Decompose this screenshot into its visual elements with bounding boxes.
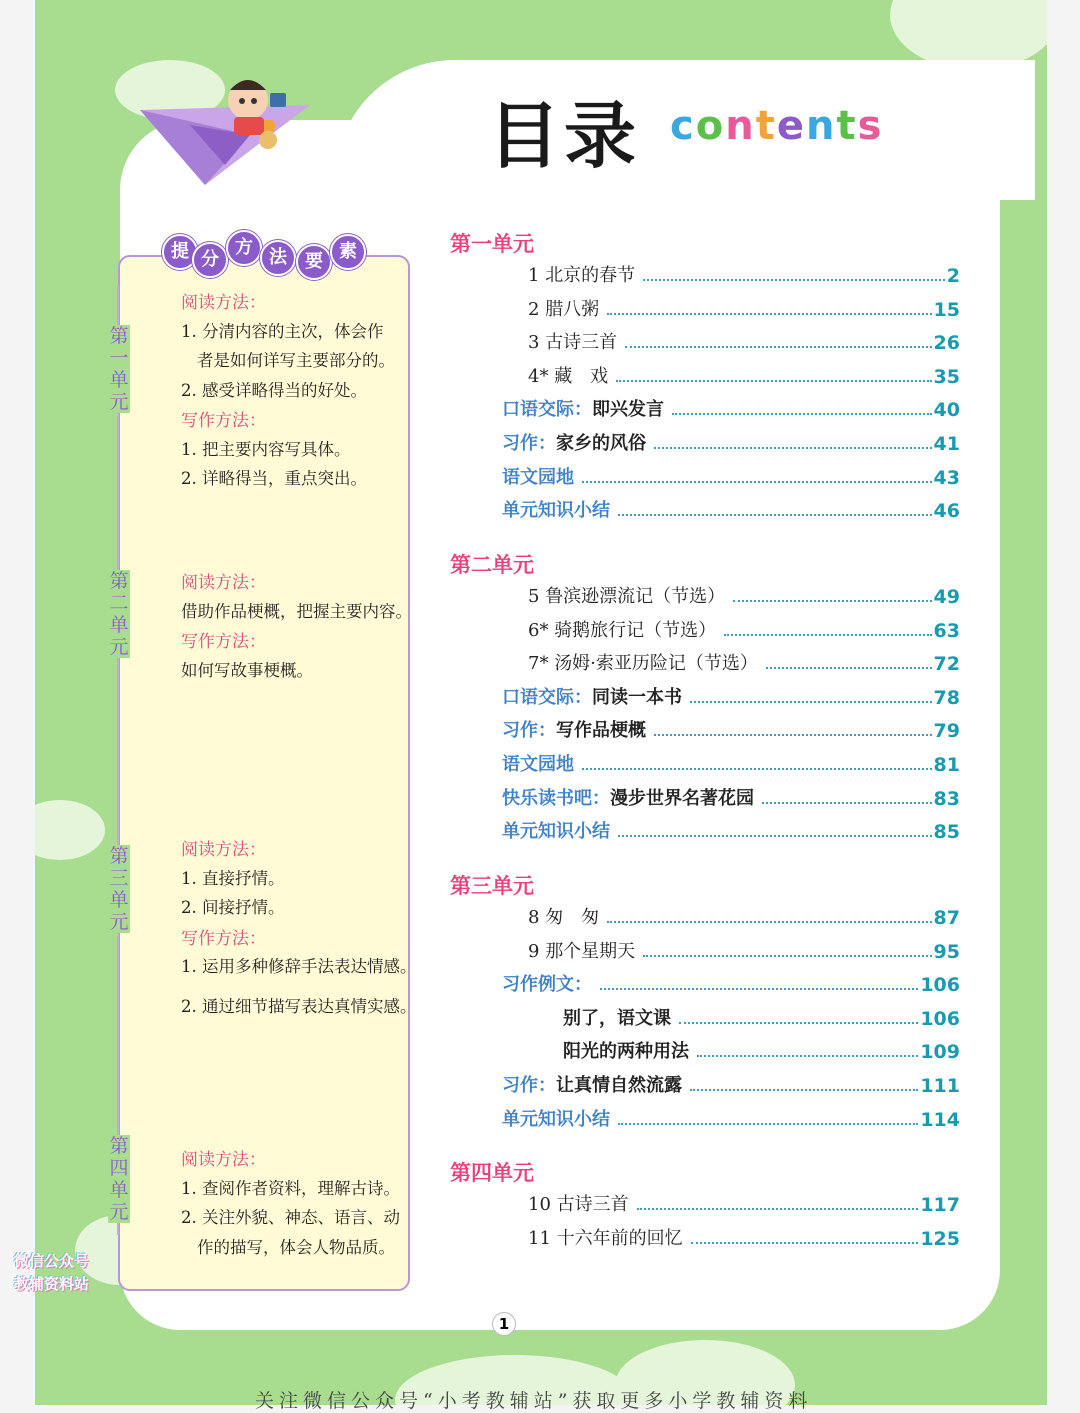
toc-entry-label xyxy=(502,970,592,996)
toc-entry-label xyxy=(528,328,617,354)
toc-entry-label xyxy=(502,463,574,489)
toc-entry-label xyxy=(528,362,608,388)
watermark-line: 教辅资料站 xyxy=(14,1275,90,1293)
toc-entry[interactable] xyxy=(502,465,960,489)
section-name: 单元知识小结 xyxy=(502,821,610,843)
lesson-number: 5 xyxy=(528,586,546,607)
toc-entry[interactable] xyxy=(528,263,960,287)
unit-timeline xyxy=(117,285,119,1235)
toc-entry[interactable] xyxy=(502,1107,960,1131)
toc-unit-title: 第四单元 xyxy=(450,1161,534,1185)
badge-char: 要 xyxy=(296,244,332,280)
toc-entry-label xyxy=(528,1224,683,1250)
toc-entry[interactable] xyxy=(563,1039,960,1063)
toc-page-number: 79 xyxy=(933,720,960,743)
toc-page-number: 46 xyxy=(933,500,960,523)
method-line: 借助作品梗概，把握主要内容。 xyxy=(181,601,412,621)
toc-entry-label xyxy=(502,1105,610,1131)
leader-dots xyxy=(582,768,932,770)
badge-char: 法 xyxy=(260,240,296,276)
leader-dots xyxy=(654,734,932,736)
toc-entry[interactable] xyxy=(528,1192,960,1216)
leader-dots xyxy=(724,634,931,636)
toc-entry[interactable] xyxy=(528,939,960,963)
leader-dots xyxy=(625,346,931,348)
section-name: 快乐读书吧： xyxy=(502,787,610,809)
method-line: 2. 间接抒情。 xyxy=(181,898,285,917)
badge-char: 方 xyxy=(226,230,262,266)
watermark-line: 微信公众号 xyxy=(14,1252,90,1270)
toc-entry[interactable] xyxy=(502,685,960,709)
section-name: 习作： xyxy=(502,433,556,454)
toc-entry-label xyxy=(528,937,635,963)
toc-page-number: 49 xyxy=(933,586,960,608)
leader-dots xyxy=(690,701,932,703)
toc-page-number: 78 xyxy=(933,686,960,709)
toc-entry-label xyxy=(502,750,574,776)
section-title: 同读一本书 xyxy=(592,686,682,708)
toc-entry-label xyxy=(528,582,725,608)
toc-page-number: 15 xyxy=(933,298,960,321)
lesson-title: 古诗三首 xyxy=(545,332,618,354)
leader-dots xyxy=(654,447,932,449)
toc-page-number: 40 xyxy=(933,399,960,422)
section-name: 口语交际： xyxy=(502,686,592,708)
footer-note: 关注微信公众号“小考教辅站”获取更多小学教辅资料 xyxy=(255,1390,813,1412)
leader-dots xyxy=(762,802,932,804)
leader-dots xyxy=(616,380,931,382)
leader-dots xyxy=(672,413,932,415)
lesson-title: 腊八粥 xyxy=(545,298,600,320)
toc-entry[interactable] xyxy=(502,498,960,522)
leader-dots xyxy=(607,313,931,315)
section-name: 口语交际： xyxy=(502,399,592,421)
toc-entry-label xyxy=(502,683,682,709)
cloud-decoration xyxy=(35,800,105,860)
toc-page-number: 83 xyxy=(933,787,960,810)
lesson-title: 汤姆·索亚历险记（节选） xyxy=(554,653,758,675)
toc-entry[interactable] xyxy=(502,397,960,421)
toc-entry[interactable] xyxy=(502,431,960,455)
title-letter: s xyxy=(857,103,884,149)
badge-char: 素 xyxy=(330,234,366,270)
lesson-number: 1 xyxy=(528,265,546,286)
leader-dots xyxy=(618,514,932,516)
toc-entry[interactable] xyxy=(528,1226,960,1250)
toc-entry[interactable] xyxy=(563,1006,960,1030)
section-title: 漫步世界名著花园 xyxy=(610,787,754,809)
toc-entry[interactable] xyxy=(528,297,960,321)
method-unit-label: 第 二 单 元 xyxy=(109,570,129,658)
lesson-title: 藏 戏 xyxy=(554,365,609,387)
toc-entry-label xyxy=(528,616,716,642)
toc-entry[interactable] xyxy=(528,905,960,929)
toc-entry[interactable] xyxy=(502,972,960,996)
method-line: 2. 关注外貌、神态、语言、动 xyxy=(181,1208,400,1227)
toc-entry[interactable] xyxy=(528,330,960,354)
leader-dots xyxy=(643,279,945,281)
section-title: 写作品梗概 xyxy=(556,720,646,742)
toc-page-number: 111 xyxy=(920,1075,960,1097)
title-letter: e xyxy=(776,103,806,149)
page-subtitle xyxy=(670,103,883,149)
toc-entry-label xyxy=(502,784,754,810)
method-unit-label: 第 一 单 元 xyxy=(109,325,129,413)
method-heading: 写作方法： xyxy=(181,928,266,949)
section-name: 习作： xyxy=(502,720,556,742)
toc-entry-label xyxy=(502,429,646,455)
toc-entry[interactable] xyxy=(502,752,960,776)
section-name: 单元知识小结 xyxy=(502,500,610,522)
toc-entry-label xyxy=(502,817,610,843)
toc-page-number: 43 xyxy=(933,466,960,489)
title-letter: t xyxy=(836,103,858,149)
section-name: 语文园地 xyxy=(502,466,574,488)
toc-entry-label xyxy=(528,1190,629,1216)
lesson-title: 十六年前的回忆 xyxy=(556,1227,683,1249)
lesson-number: 11 xyxy=(528,1227,557,1249)
method-heading: 阅读方法： xyxy=(181,840,266,860)
method-line: 1. 直接抒情。 xyxy=(181,868,285,888)
toc-entry-label xyxy=(502,716,646,742)
section-title: 家乡的风俗 xyxy=(556,433,646,454)
toc-entry-label xyxy=(563,1004,671,1030)
toc-entry[interactable] xyxy=(502,718,960,742)
toc-page-number: 81 xyxy=(933,754,960,776)
lesson-number: 2 xyxy=(528,298,546,320)
toc-page-number: 2 xyxy=(946,265,960,287)
method-heading: 阅读方法： xyxy=(181,573,266,593)
method-line: 2. 详略得当，重点突出。 xyxy=(181,469,367,488)
toc-entry-label xyxy=(502,496,610,522)
badge-char: 提 xyxy=(162,234,198,270)
lesson-title: 阳光的两种用法 xyxy=(563,1041,689,1063)
toc-page-number: 95 xyxy=(933,940,960,963)
lesson-title: 北京的春节 xyxy=(545,265,636,286)
page-number: 1 xyxy=(492,1312,516,1336)
toc-entry[interactable] xyxy=(528,584,960,608)
section-title: 即兴发言 xyxy=(592,399,664,421)
leader-dots xyxy=(766,667,932,669)
toc-unit-title: 第三单元 xyxy=(450,874,534,898)
toc-page-number: 114 xyxy=(920,1108,960,1131)
toc-entry-label xyxy=(563,1037,689,1063)
method-heading: 写作方法： xyxy=(181,632,266,652)
lesson-number: 9 xyxy=(528,940,546,962)
badge-char: 分 xyxy=(192,242,228,278)
lesson-number: 6* xyxy=(528,619,555,641)
lesson-title: 古诗三首 xyxy=(556,1194,629,1215)
leader-dots xyxy=(637,1208,919,1210)
toc-unit-title: 第一单元 xyxy=(450,232,534,256)
toc-entry-label xyxy=(528,261,635,287)
toc-page-number: 106 xyxy=(920,974,960,997)
section-name: 习作例文： xyxy=(502,974,592,996)
lesson-title: 别了，语文课 xyxy=(563,1007,671,1029)
lesson-title: 那个星期天 xyxy=(545,940,636,962)
leader-dots xyxy=(582,481,932,483)
toc-page-number: 72 xyxy=(933,653,960,676)
lesson-title: 鲁滨逊漂流记（节选） xyxy=(545,586,726,607)
method-line: 2. 通过细节描写表达真情实感。 xyxy=(181,997,417,1016)
methods-badge xyxy=(162,222,382,272)
leader-dots xyxy=(618,1123,918,1125)
toc-page-number: 26 xyxy=(933,332,960,355)
toc-page-number: 117 xyxy=(920,1194,960,1216)
method-line: 者是如何详写主要部分的。 xyxy=(197,351,395,370)
toc-entry[interactable] xyxy=(528,651,960,675)
title-letter: n xyxy=(725,103,756,149)
title-letter: n xyxy=(805,103,837,149)
method-unit-label: 第 三 单 元 xyxy=(109,845,129,933)
lesson-title: 骑鹅旅行记（节选） xyxy=(554,619,717,641)
method-line: 2. 感受详略得当的好处。 xyxy=(181,380,367,400)
method-line: 1. 查阅作者资料，理解古诗。 xyxy=(181,1178,400,1198)
section-name: 语文园地 xyxy=(502,754,574,775)
leader-dots xyxy=(691,1242,919,1244)
title-letter: c xyxy=(670,103,696,149)
method-heading: 写作方法： xyxy=(181,411,266,431)
section-title: 让真情自然流露 xyxy=(556,1075,682,1096)
toc-page-number: 63 xyxy=(933,619,960,642)
toc-page-number: 125 xyxy=(920,1227,960,1250)
toc-entry[interactable] xyxy=(502,819,960,843)
method-heading: 阅读方法： xyxy=(181,1150,266,1170)
toc-entry[interactable] xyxy=(502,786,960,810)
leader-dots xyxy=(679,1022,918,1024)
lesson-number: 4* xyxy=(528,365,555,387)
lesson-number: 7* xyxy=(528,653,555,675)
leader-dots xyxy=(618,835,932,837)
toc-page-number: 85 xyxy=(933,821,960,844)
lesson-number: 3 xyxy=(528,332,546,354)
method-line: 如何写故事梗概。 xyxy=(181,660,313,680)
lesson-number: 8 xyxy=(528,907,546,928)
method-line: 1. 运用多种修辞手法表达情感。 xyxy=(181,957,417,976)
toc-page-number: 87 xyxy=(933,907,960,929)
leader-dots xyxy=(733,600,931,602)
title-letter: o xyxy=(695,103,726,149)
toc-unit-title: 第二单元 xyxy=(450,553,534,577)
toc-page-number: 35 xyxy=(933,365,960,388)
section-name: 习作： xyxy=(502,1075,556,1096)
toc-entry[interactable] xyxy=(528,364,960,388)
method-heading: 阅读方法： xyxy=(181,293,266,313)
toc-page-number: 106 xyxy=(920,1007,960,1030)
leader-dots xyxy=(607,921,931,923)
toc-entry-label xyxy=(502,395,664,421)
lesson-title: 匆 匆 xyxy=(545,907,600,928)
toc-entry-label xyxy=(528,903,599,929)
method-line: 1. 把主要内容写具体。 xyxy=(181,439,351,459)
leader-dots xyxy=(600,988,918,990)
section-name: 单元知识小结 xyxy=(502,1108,610,1130)
method-line: 1. 分清内容的主次，体会作 xyxy=(181,321,384,341)
toc-entry-label xyxy=(528,649,758,675)
toc-page-number: 41 xyxy=(933,433,960,455)
paper-plane-boy-illustration xyxy=(130,65,320,195)
toc-entry-label xyxy=(528,295,599,321)
toc-entry-label xyxy=(502,1071,682,1097)
title-letter: t xyxy=(755,103,777,149)
leader-dots xyxy=(643,955,931,957)
leader-dots xyxy=(690,1089,918,1091)
page-title: 目录 xyxy=(488,93,641,178)
toc-entry[interactable] xyxy=(528,618,960,642)
toc-page-number: 109 xyxy=(920,1041,960,1064)
leader-dots xyxy=(697,1055,918,1057)
toc-entry[interactable] xyxy=(502,1073,960,1097)
lesson-number: 10 xyxy=(528,1194,557,1215)
method-line: 作的描写，体会人物品质。 xyxy=(197,1237,395,1257)
method-unit-label: 第 四 单 元 xyxy=(109,1135,129,1223)
